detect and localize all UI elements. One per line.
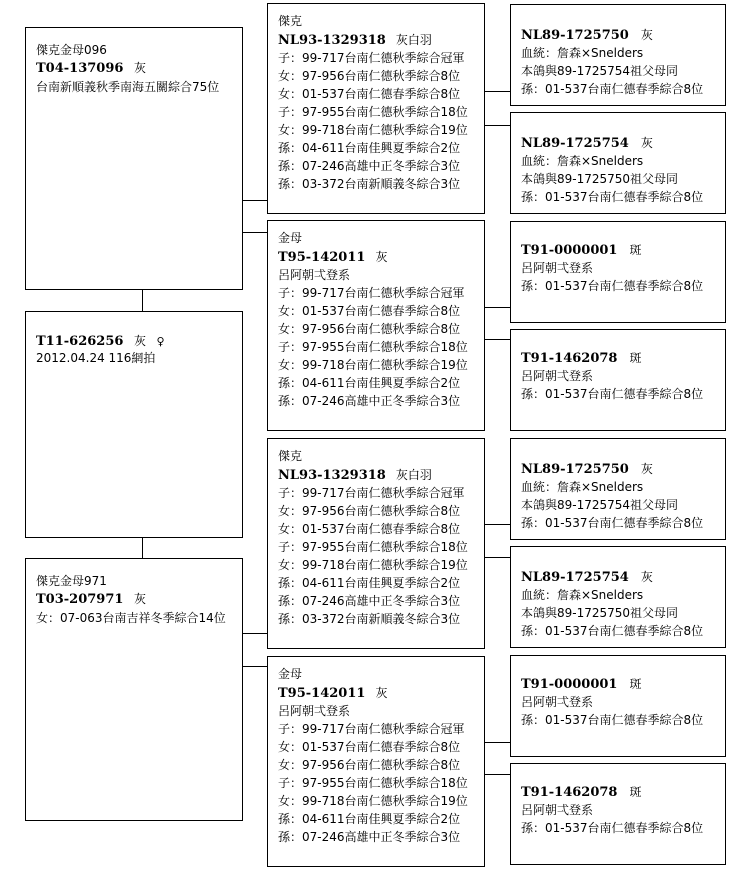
- grandparent-record-line: 孫：07-246高雄中正冬季綜合3位: [278, 159, 461, 173]
- great-grandparent-record-line: 孫：01-537台南仁德春季綜合8位: [521, 821, 704, 835]
- great-grandparent-record-line: 本鴿與89-1725754祖父母同: [521, 64, 679, 78]
- grandparent-record-line: 子：99-717台南仁德秋季綜合冠軍: [278, 51, 465, 65]
- subject-ring-line: [36, 333, 165, 350]
- grandparent-record-line: 孫：03-372台南新順義冬綜合3位: [278, 612, 461, 626]
- dam-name: 傑克金母971: [36, 574, 107, 588]
- grandparent-box: [267, 438, 485, 649]
- line-gp3-a: [484, 524, 510, 525]
- sire-name: 傑克金母096: [36, 43, 107, 57]
- great-grandparent-record-line: 本鴿與89-1725754祖父母同: [521, 498, 679, 512]
- grandparent-box: [267, 220, 485, 431]
- grandparent-record-line: 孫：07-246高雄中正冬季綜合3位: [278, 594, 461, 608]
- grandparent-record-line: 子：97-955台南仁德秋季綜合18位: [278, 105, 468, 119]
- grandparent-record-line: 孫：04-611台南佳興夏季綜合2位: [278, 812, 461, 826]
- great-grandparent-record-line: 血統：詹森×Snelders: [521, 154, 644, 168]
- grandparent-record-line: 女：99-718台南仁德秋季綜合19位: [278, 358, 468, 372]
- grandparent-record-line: 子：99-717台南仁德秋季綜合冠軍: [278, 722, 465, 736]
- great-grandparent-color: 斑: [629, 785, 642, 799]
- great-grandparent-record-line: 孫：01-537台南仁德春季綜合8位: [521, 190, 704, 204]
- great-grandparent-box: [510, 546, 726, 648]
- great-grandparent-record-line: 本鴿與89-1725750祖父母同: [521, 172, 679, 186]
- line-gp3-b: [484, 557, 510, 558]
- great-grandparent-box: [510, 112, 726, 214]
- great-grandparent-record-line: 呂阿朝弌登系: [521, 261, 594, 275]
- great-grandparent-box: [510, 763, 726, 865]
- great-grandparent-record-line: 呂阿朝弌登系: [521, 695, 594, 709]
- grandparent-record-line: 孫：04-611台南佳興夏季綜合2位: [278, 576, 461, 590]
- grandparent-record-line: 女：97-956台南仁德秋季綜合8位: [278, 69, 461, 83]
- great-grandparent-ring-line: [521, 569, 653, 586]
- great-grandparent-box: [510, 438, 726, 540]
- line-dam-out: [242, 633, 267, 634]
- great-grandparent-ring: NL89-1725750: [521, 462, 629, 477]
- great-grandparent-ring-line: [521, 350, 642, 367]
- grandparent-box: [267, 3, 485, 214]
- line-dam-out-2: [242, 666, 267, 667]
- grandparent-record-line: 子：99-717台南仁德秋季綜合冠軍: [278, 286, 465, 300]
- grandparent-color: 灰: [375, 250, 388, 264]
- subject-auction: 2012.04.24 116網拍: [36, 351, 156, 365]
- sire-record: 台南新順義秋季南海五關綜合75位: [36, 80, 220, 94]
- grandparent-name: 傑克: [278, 14, 303, 28]
- grandparent-ring-line: [278, 32, 432, 49]
- line-gp4-a: [484, 742, 510, 743]
- great-grandparent-record-line: 呂阿朝弌登系: [521, 369, 594, 383]
- great-grandparent-color: 斑: [629, 243, 642, 257]
- sire-color: 灰: [133, 61, 146, 75]
- grandparent-record-line: 孫：04-611台南佳興夏季綜合2位: [278, 141, 461, 155]
- grandparent-name: 傑克: [278, 449, 303, 463]
- great-grandparent-color: 斑: [629, 677, 642, 691]
- great-grandparent-color: 灰: [640, 136, 653, 150]
- great-grandparent-ring: T91-1462078: [521, 785, 618, 800]
- great-grandparent-ring-line: [521, 676, 642, 693]
- dam-record: 女：07-063台南吉祥冬季綜合14位: [36, 611, 226, 625]
- great-grandparent-ring: NL89-1725750: [521, 28, 629, 43]
- great-grandparent-record-line: 孫：01-537台南仁德春季綜合8位: [521, 387, 704, 401]
- subject-box: [25, 311, 243, 538]
- grandparent-record-line: 女：01-537台南仁德春季綜合8位: [278, 304, 461, 318]
- grandparent-record-line: 子：97-955台南仁德秋季綜合18位: [278, 776, 468, 790]
- grandparent-record-line: 孫：07-246高雄中正冬季綜合3位: [278, 394, 461, 408]
- subject-color: 灰: [133, 334, 146, 348]
- grandparent-record-line: 女：97-956台南仁德秋季綜合8位: [278, 322, 461, 336]
- grandparent-record-line: 呂阿朝弌登系: [278, 704, 351, 718]
- grandparent-record-line: 女：01-537台南仁德春季綜合8位: [278, 740, 461, 754]
- great-grandparent-ring: T91-0000001: [521, 677, 618, 692]
- grandparent-record-line: 女：01-537台南仁德春季綜合8位: [278, 522, 461, 536]
- line-subject-dam: [142, 537, 143, 559]
- grandparent-record-line: 呂阿朝弌登系: [278, 268, 351, 282]
- grandparent-ring-line: [278, 467, 432, 484]
- grandparent-ring-line: [278, 685, 387, 702]
- great-grandparent-color: 灰: [640, 462, 653, 476]
- dam-box: [25, 558, 243, 821]
- great-grandparent-record-line: 孫：01-537台南仁德春季綜合8位: [521, 624, 704, 638]
- grandparent-record-line: 女：01-537台南仁德春季綜合8位: [278, 87, 461, 101]
- grandparent-record-line: 子：97-955台南仁德秋季綜合18位: [278, 540, 468, 554]
- line-gp2-b: [484, 339, 510, 340]
- grandparent-color: 灰白羽: [395, 468, 432, 482]
- line-gp1-b: [484, 125, 510, 126]
- grandparent-ring: T95-142011: [278, 250, 366, 265]
- grandparent-record-line: 女：97-956台南仁德秋季綜合8位: [278, 758, 461, 772]
- great-grandparent-record-line: 孫：01-537台南仁德春季綜合8位: [521, 713, 704, 727]
- great-grandparent-color: 斑: [629, 351, 642, 365]
- grandparent-name: 金母: [278, 231, 303, 245]
- line-gp4-b: [484, 774, 510, 775]
- grandparent-record-line: 子：97-955台南仁德秋季綜合18位: [278, 340, 468, 354]
- great-grandparent-record-line: 血統：詹森×Snelders: [521, 588, 644, 602]
- great-grandparent-record-line: 血統：詹森×Snelders: [521, 480, 644, 494]
- great-grandparent-ring-line: [521, 135, 653, 152]
- dam-ring-line: [36, 591, 146, 608]
- great-grandparent-box: [510, 221, 726, 323]
- great-grandparent-record-line: 本鴿與89-1725750祖父母同: [521, 606, 679, 620]
- line-sire-out: [242, 200, 267, 201]
- grandparent-color: 灰白羽: [395, 33, 432, 47]
- grandparent-box: [267, 656, 485, 867]
- great-grandparent-record-line: 呂阿朝弌登系: [521, 803, 594, 817]
- great-grandparent-record-line: 孫：01-537台南仁德春季綜合8位: [521, 516, 704, 530]
- grandparent-record-line: 孫：03-372台南新順義冬綜合3位: [278, 177, 461, 191]
- great-grandparent-ring: T91-1462078: [521, 351, 618, 366]
- great-grandparent-color: 灰: [640, 570, 653, 584]
- great-grandparent-record-line: 孫：01-537台南仁德春季綜合8位: [521, 279, 704, 293]
- grandparent-ring: NL93-1329318: [278, 33, 386, 48]
- great-grandparent-ring: NL89-1725754: [521, 136, 629, 151]
- dam-ring: T03-207971: [36, 592, 124, 607]
- great-grandparent-box: [510, 4, 726, 106]
- great-grandparent-ring-line: [521, 784, 642, 801]
- grandparent-ring-line: [278, 249, 387, 266]
- grandparent-color: 灰: [375, 686, 388, 700]
- line-sire-out-2: [242, 232, 267, 233]
- great-grandparent-record-line: 血統：詹森×Snelders: [521, 46, 644, 60]
- great-grandparent-ring-line: [521, 461, 653, 478]
- great-grandparent-ring-line: [521, 242, 642, 259]
- subject-ring: T11-626256: [36, 334, 124, 349]
- sire-ring: T04-137096: [36, 61, 124, 76]
- grandparent-record-line: 女：97-956台南仁德秋季綜合8位: [278, 504, 461, 518]
- line-gp2-a: [484, 307, 510, 308]
- line-sire-subject: [142, 289, 143, 312]
- grandparent-record-line: 女：99-718台南仁德秋季綜合19位: [278, 794, 468, 808]
- line-gp1-a: [484, 91, 510, 92]
- great-grandparent-ring: T91-0000001: [521, 243, 618, 258]
- great-grandparent-box: [510, 655, 726, 757]
- grandparent-record-line: 孫：04-611台南佳興夏季綜合2位: [278, 376, 461, 390]
- grandparent-record-line: 子：99-717台南仁德秋季綜合冠軍: [278, 486, 465, 500]
- great-grandparent-ring-line: [521, 27, 653, 44]
- sire-box: [25, 27, 243, 290]
- grandparent-record-line: 孫：07-246高雄中正冬季綜合3位: [278, 830, 461, 844]
- grandparent-ring: NL93-1329318: [278, 468, 386, 483]
- great-grandparent-ring: NL89-1725754: [521, 570, 629, 585]
- grandparent-name: 金母: [278, 667, 303, 681]
- grandparent-record-line: 女：99-718台南仁德秋季綜合19位: [278, 123, 468, 137]
- grandparent-record-line: 女：99-718台南仁德秋季綜合19位: [278, 558, 468, 572]
- subject-sex-icon: ♀: [156, 335, 165, 348]
- great-grandparent-box: [510, 329, 726, 431]
- dam-color: 灰: [133, 592, 146, 606]
- sire-ring-line: [36, 60, 146, 77]
- great-grandparent-record-line: 孫：01-537台南仁德春季綜合8位: [521, 82, 704, 96]
- grandparent-ring: T95-142011: [278, 686, 366, 701]
- great-grandparent-color: 灰: [640, 28, 653, 42]
